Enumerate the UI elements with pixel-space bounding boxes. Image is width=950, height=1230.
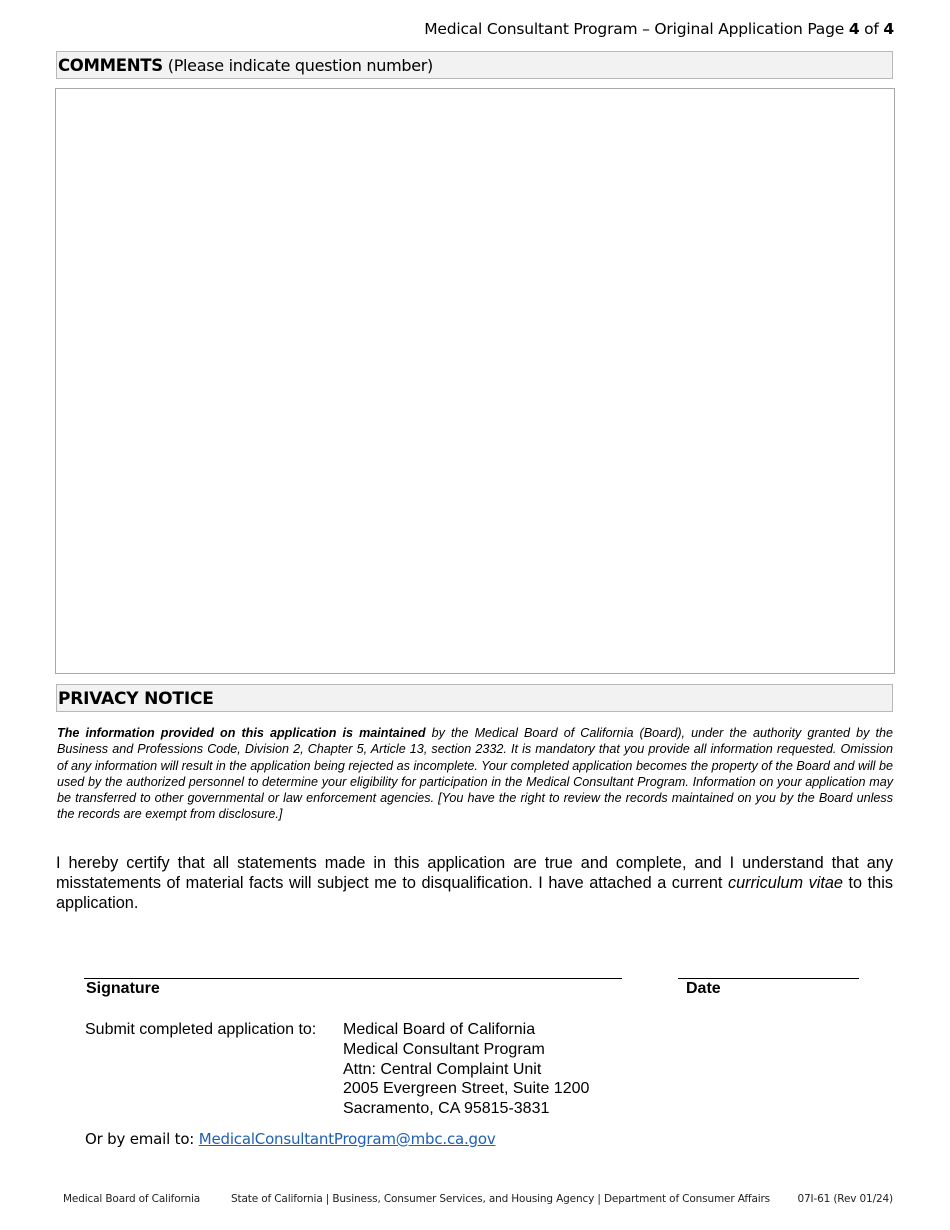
email-label: Or by email to:: [85, 1130, 199, 1148]
signature-label: Signature: [86, 980, 160, 997]
submit-label: Submit completed application to:: [85, 1021, 317, 1038]
footer-agency: State of California | Business, Consumer Services, and Housing Agency | Department of Consumer Affairs: [231, 1193, 770, 1205]
privacy-body: by the Medical Board of California (Board), under the authority granted by the Business and Professions Code, Division 2, Chapter 5, Article 13, section 2332. It is mandatory that you provide all information requested. Omission of any information will result in the application being rejected as incomplete. Your completed application becomes the property of the Board and will be used by the authorized personnel to determine your eligibility for participation in the Medical Consultant Program. Information on your application may be transferred to other governmental or law enforcement agencies. [You have the right to review the records maintained on you by the Board unless the records are exempt from disclosure.]: [57, 726, 893, 822]
footer-organization: Medical Board of California: [63, 1193, 201, 1205]
date-label: Date: [686, 980, 721, 997]
date-line[interactable]: [678, 978, 859, 979]
privacy-heading: PRIVACY NOTICE: [58, 689, 214, 709]
mailing-address: [343, 1020, 589, 1119]
certification-statement: [56, 853, 893, 913]
comments-heading: COMMENTS: [58, 56, 163, 75]
privacy-notice-text: [57, 725, 893, 823]
signature-line[interactable]: [84, 978, 622, 979]
address-line: Sacramento, CA 95815-3831: [343, 1100, 550, 1118]
page-of: of: [859, 20, 884, 38]
certification-emphasis: curriculum vitae: [727, 874, 843, 892]
address-line: 2005 Evergreen Street, Suite 1200: [343, 1080, 590, 1098]
email-row: [85, 1130, 496, 1148]
certification-part2: to this application.: [56, 874, 893, 912]
privacy-heading-bar: [56, 684, 893, 712]
comments-textarea[interactable]: [55, 88, 895, 674]
header-title: Medical Consultant Program – Original Application Page: [424, 20, 849, 38]
address-line: Attn: Central Complaint Unit: [343, 1060, 542, 1078]
footer-form-number: 07I-61 (Rev 01/24): [797, 1193, 893, 1205]
comments-instruction: (Please indicate question number): [167, 56, 433, 75]
page-current: 4: [848, 20, 860, 38]
email-link[interactable]: MedicalConsultantProgram@mbc.ca.gov: [198, 1130, 496, 1148]
address-line: Medical Board of California: [343, 1021, 536, 1038]
comments-heading-bar: [56, 51, 893, 79]
privacy-lead: The information provided on this application is maintained: [57, 726, 426, 740]
certification-part1: I hereby certify that all statements made in this application are true and complete, and I understand that any misstatements of material facts will subject me to disqualification. I have attached a current: [56, 854, 893, 892]
page-total: 4: [883, 20, 894, 38]
address-line: Medical Consultant Program: [343, 1040, 545, 1058]
page-header: [424, 20, 894, 38]
